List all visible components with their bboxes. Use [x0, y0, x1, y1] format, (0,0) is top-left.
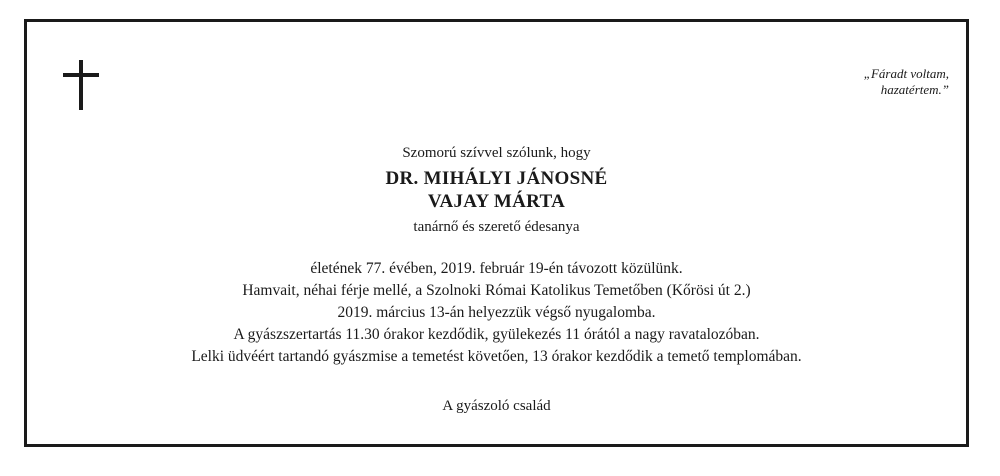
quote-line-2: hazatértem.” — [880, 82, 949, 97]
deceased-name-line-1: DR. MIHÁLYI JÁNOSNÉ — [385, 168, 608, 189]
body-line: 2019. március 13-án helyezzük végső nyugalomba. — [337, 304, 656, 321]
deceased-title: tanárnő és szerető édesanya — [413, 219, 580, 235]
body-line: A gyászszertartás 11.30 órakor kezdődik, gyülekezés 11 órától a nagy ravatalozóban. — [233, 326, 760, 343]
body-line: Lelki üdvéért tartandó gyászmise a temetést követően, 13 órakor kezdődik a temető templomában. — [191, 348, 802, 365]
announcement-body — [27, 258, 966, 368]
cross-icon — [63, 60, 99, 110]
quote-line-1: „Fáradt voltam, — [863, 66, 949, 81]
epitaph-quote — [864, 66, 949, 98]
obituary-frame — [24, 19, 969, 447]
deceased-name-line-2: VAJAY MÁRTA — [427, 191, 566, 212]
intro-text: Szomorú szívvel szólunk, hogy — [402, 145, 591, 161]
body-line: Hamvait, néhai férje mellé, a Szolnoki Római Katolikus Temetőben (Kőrösi út 2.) — [242, 282, 751, 299]
signature: A gyászoló család — [442, 398, 551, 414]
body-line: életének 77. évében, 2019. február 19-én távozott közülünk. — [310, 260, 683, 277]
